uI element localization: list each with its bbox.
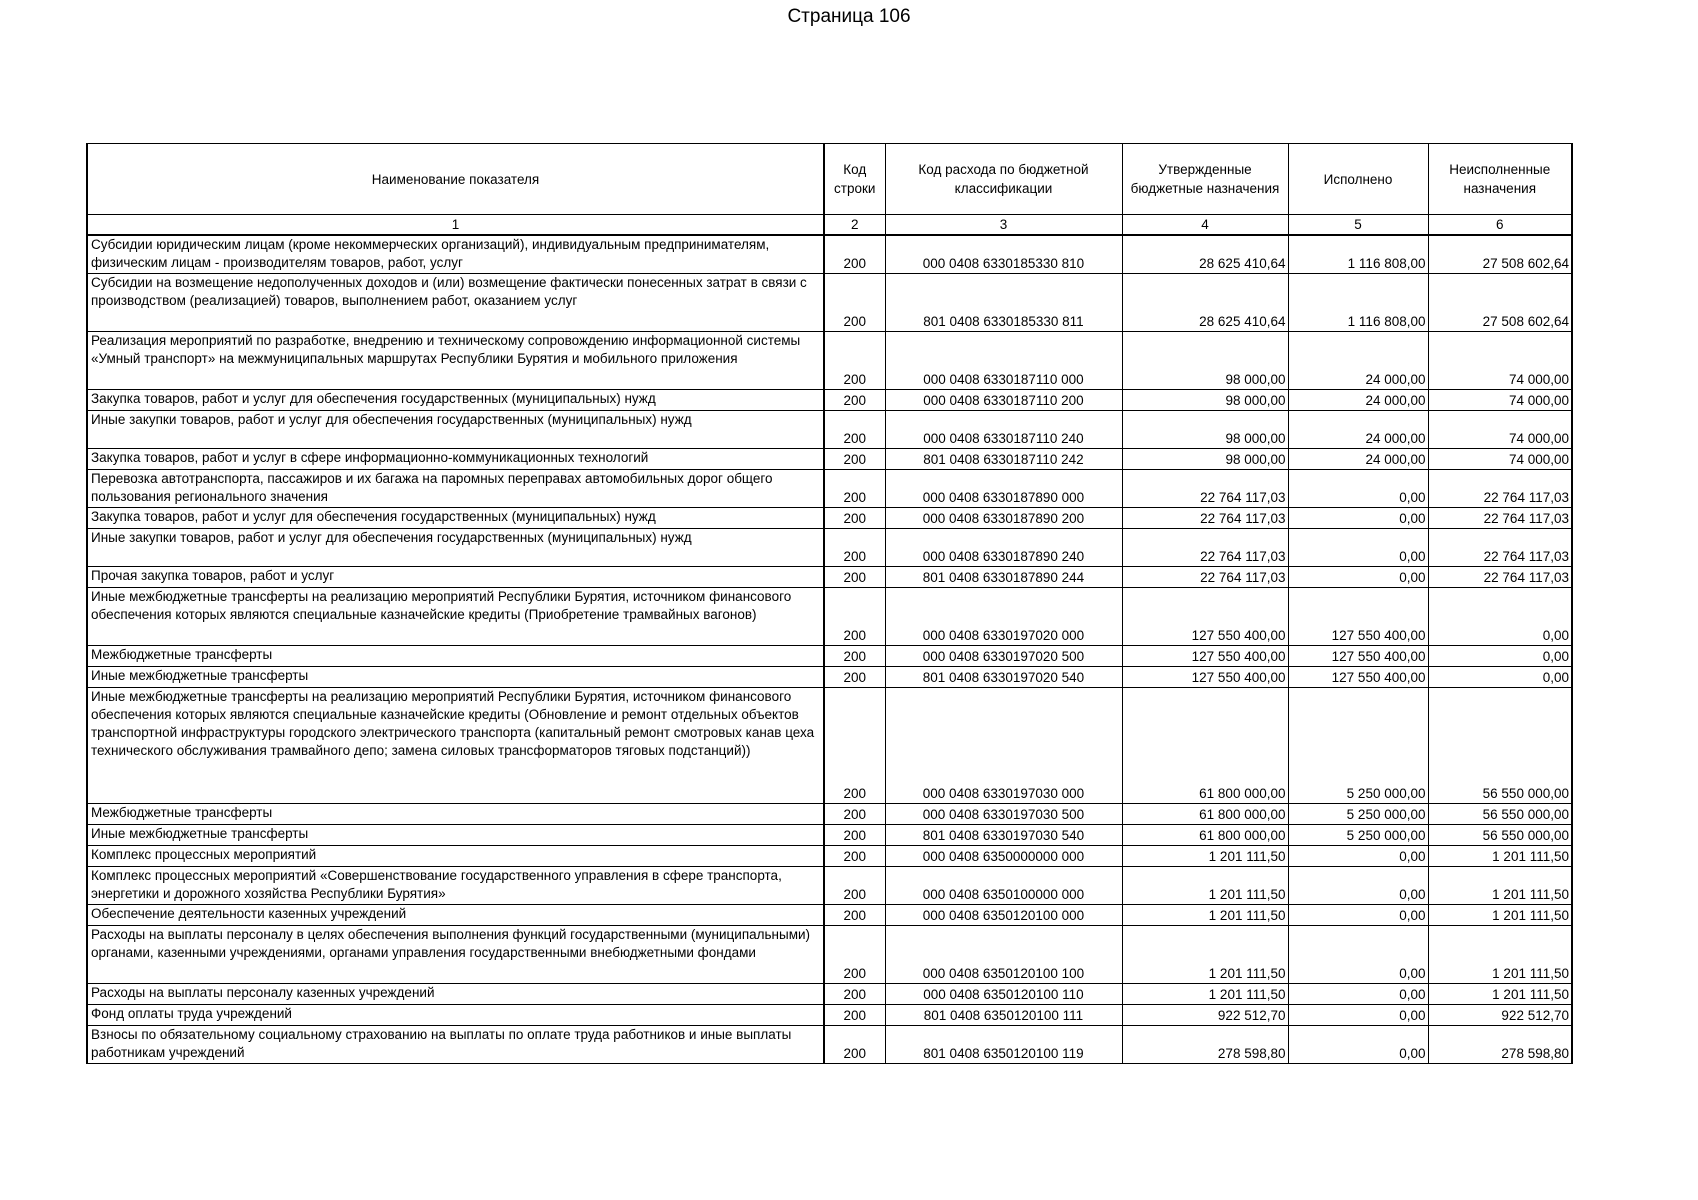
- column-number-row: [87, 215, 1572, 236]
- column-number: 3: [885, 215, 1122, 236]
- row-executed: 0,00: [1288, 507, 1428, 528]
- row-line-code: 200: [824, 1025, 885, 1063]
- row-executed: 5 250 000,00: [1288, 824, 1428, 845]
- column-number: 5: [1288, 215, 1428, 236]
- row-executed: 0,00: [1288, 1025, 1428, 1063]
- table-row: [87, 507, 1572, 528]
- row-budget-code: 000 0408 6350000000 000: [885, 845, 1122, 866]
- table-row: [87, 666, 1572, 687]
- row-budget-code: 000 0408 6330187890 000: [885, 469, 1122, 507]
- row-budget-code: 000 0408 6330197020 000: [885, 587, 1122, 645]
- row-name: Межбюджетные трансферты: [87, 803, 824, 824]
- row-unexecuted: 27 508 602,64: [1428, 273, 1572, 331]
- row-executed: 0,00: [1288, 925, 1428, 983]
- header-budget-code: Код расхода по бюджетной классификации: [885, 144, 1122, 215]
- row-name: Иные межбюджетные трансферты на реализацию мероприятий Республики Бурятия, источником финансового обеспечения которых являются специальные казначейские кредиты (Обновление и ремонт отдельных объектов транспортной инфраструктуры городского электрического транспорта (капитальный ремонт смотровых канав цеха технического обслуживания трамвайного депо; замена силовых трансформаторов тяговых подстанций)): [87, 687, 824, 803]
- row-unexecuted: 1 201 111,50: [1428, 866, 1572, 904]
- row-budget-code: 000 0408 6330197030 000: [885, 687, 1122, 803]
- row-name: Расходы на выплаты персоналу в целях обеспечения выполнения функций государственными (муниципальными) органами, казенными учреждениями, органами управления государственными внебюджетными фондами: [87, 925, 824, 983]
- row-line-code: 200: [824, 824, 885, 845]
- table-row: [87, 448, 1572, 469]
- row-budget-code: 000 0408 6330187110 200: [885, 389, 1122, 410]
- row-name: Межбюджетные трансферты: [87, 645, 824, 666]
- row-executed: 5 250 000,00: [1288, 803, 1428, 824]
- row-unexecuted: 56 550 000,00: [1428, 687, 1572, 803]
- row-budget-code: 801 0408 6350120100 119: [885, 1025, 1122, 1063]
- row-line-code: 200: [824, 528, 885, 566]
- row-unexecuted: 0,00: [1428, 666, 1572, 687]
- row-approved: 22 764 117,03: [1122, 507, 1288, 528]
- row-approved: 278 598,80: [1122, 1025, 1288, 1063]
- row-line-code: 200: [824, 410, 885, 448]
- row-line-code: 200: [824, 645, 885, 666]
- table-row: [87, 528, 1572, 566]
- row-executed: 0,00: [1288, 528, 1428, 566]
- table-row: [87, 331, 1572, 389]
- row-unexecuted: 56 550 000,00: [1428, 824, 1572, 845]
- table-row: [87, 925, 1572, 983]
- row-name: Закупка товаров, работ и услуг для обеспечения государственных (муниципальных) нужд: [87, 507, 824, 528]
- table-row: [87, 389, 1572, 410]
- header-approved: Утвержденные бюджетные назначения: [1122, 144, 1288, 215]
- row-budget-code: 801 0408 6330197030 540: [885, 824, 1122, 845]
- row-executed: 0,00: [1288, 469, 1428, 507]
- row-budget-code: 000 0408 6350120100 110: [885, 983, 1122, 1004]
- row-budget-code: 801 0408 6330187890 244: [885, 566, 1122, 587]
- row-executed: 5 250 000,00: [1288, 687, 1428, 803]
- row-line-code: 200: [824, 507, 885, 528]
- row-unexecuted: 56 550 000,00: [1428, 803, 1572, 824]
- row-approved: 98 000,00: [1122, 448, 1288, 469]
- row-executed: 24 000,00: [1288, 331, 1428, 389]
- page-title: Страница 106: [787, 6, 911, 27]
- table-row: [87, 687, 1572, 803]
- row-name: Перевозка автотранспорта, пассажиров и их багажа на паромных переправах автомобильных дорог общего пользования регионального значения: [87, 469, 824, 507]
- row-approved: 98 000,00: [1122, 410, 1288, 448]
- row-unexecuted: 74 000,00: [1428, 448, 1572, 469]
- row-line-code: 200: [824, 666, 885, 687]
- row-budget-code: 000 0408 6330187110 000: [885, 331, 1122, 389]
- row-approved: 61 800 000,00: [1122, 687, 1288, 803]
- row-executed: 0,00: [1288, 1004, 1428, 1025]
- row-unexecuted: 74 000,00: [1428, 389, 1572, 410]
- row-unexecuted: 278 598,80: [1428, 1025, 1572, 1063]
- table-row: [87, 1025, 1572, 1063]
- row-line-code: 200: [824, 983, 885, 1004]
- row-unexecuted: 0,00: [1428, 587, 1572, 645]
- row-executed: 24 000,00: [1288, 448, 1428, 469]
- row-name: Фонд оплаты труда учреждений: [87, 1004, 824, 1025]
- row-unexecuted: 27 508 602,64: [1428, 235, 1572, 273]
- row-budget-code: 000 0408 6330185330 810: [885, 235, 1122, 273]
- table-row: [87, 273, 1572, 331]
- row-budget-code: 000 0408 6330197030 500: [885, 803, 1122, 824]
- row-budget-code: 000 0408 6330187890 240: [885, 528, 1122, 566]
- row-name: Взносы по обязательному социальному страхованию на выплаты по оплате труда работников и иные выплаты работникам учреждений: [87, 1025, 824, 1063]
- row-executed: 0,00: [1288, 904, 1428, 925]
- header-line-code: Код строки: [824, 144, 885, 215]
- row-approved: 922 512,70: [1122, 1004, 1288, 1025]
- row-name: Иные межбюджетные трансферты: [87, 824, 824, 845]
- row-executed: 0,00: [1288, 983, 1428, 1004]
- table-body: [87, 235, 1572, 1063]
- column-number: 6: [1428, 215, 1572, 236]
- row-line-code: 200: [824, 389, 885, 410]
- row-executed: 127 550 400,00: [1288, 645, 1428, 666]
- row-unexecuted: 22 764 117,03: [1428, 469, 1572, 507]
- row-name: Закупка товаров, работ и услуг в сфере информационно-коммуникационных технологий: [87, 448, 824, 469]
- row-line-code: 200: [824, 845, 885, 866]
- row-approved: 22 764 117,03: [1122, 469, 1288, 507]
- row-approved: 61 800 000,00: [1122, 824, 1288, 845]
- row-name: Иные межбюджетные трансферты: [87, 666, 824, 687]
- table-row: [87, 983, 1572, 1004]
- row-name: Субсидии на возмещение недополученных доходов и (или) возмещение фактически понесенных затрат в связи с производством (реализацией) товаров, выполнением работ, оказанием услуг: [87, 273, 824, 331]
- table-row: [87, 645, 1572, 666]
- row-approved: 1 201 111,50: [1122, 866, 1288, 904]
- row-line-code: 200: [824, 469, 885, 507]
- row-budget-code: 000 0408 6330187110 240: [885, 410, 1122, 448]
- row-name: Иные закупки товаров, работ и услуг для обеспечения государственных (муниципальных) нужд: [87, 528, 824, 566]
- row-executed: 0,00: [1288, 845, 1428, 866]
- row-executed: 0,00: [1288, 866, 1428, 904]
- table-row: [87, 904, 1572, 925]
- header-row: [87, 144, 1572, 215]
- row-budget-code: 801 0408 6330197020 540: [885, 666, 1122, 687]
- table-row: [87, 410, 1572, 448]
- header-executed: Исполнено: [1288, 144, 1428, 215]
- table-row: [87, 587, 1572, 645]
- row-name: Иные закупки товаров, работ и услуг для обеспечения государственных (муниципальных) нужд: [87, 410, 824, 448]
- row-budget-code: 000 0408 6350100000 000: [885, 866, 1122, 904]
- row-line-code: 200: [824, 331, 885, 389]
- row-budget-code: 801 0408 6350120100 111: [885, 1004, 1122, 1025]
- column-number: 2: [824, 215, 885, 236]
- row-unexecuted: 22 764 117,03: [1428, 507, 1572, 528]
- row-approved: 1 201 111,50: [1122, 925, 1288, 983]
- row-approved: 127 550 400,00: [1122, 587, 1288, 645]
- row-approved: 1 201 111,50: [1122, 845, 1288, 866]
- row-line-code: 200: [824, 273, 885, 331]
- row-line-code: 200: [824, 235, 885, 273]
- row-budget-code: 801 0408 6330187110 242: [885, 448, 1122, 469]
- table-row: [87, 235, 1572, 273]
- row-unexecuted: 22 764 117,03: [1428, 566, 1572, 587]
- row-approved: 28 625 410,64: [1122, 235, 1288, 273]
- row-name: Комплекс процессных мероприятий «Совершенствование государственного управления в сфере транспорта, энергетики и дорожного хозяйства Республики Бурятия»: [87, 866, 824, 904]
- row-approved: 127 550 400,00: [1122, 645, 1288, 666]
- column-number: 1: [87, 215, 824, 236]
- row-budget-code: 000 0408 6330197020 500: [885, 645, 1122, 666]
- row-name: Реализация мероприятий по разработке, внедрению и техническому сопровождению информационной системы «Умный транспорт» на межмуниципальных маршрутах Республики Бурятия и мобильного приложения: [87, 331, 824, 389]
- row-budget-code: 000 0408 6350120100 000: [885, 904, 1122, 925]
- header-indicator-name: Наименование показателя: [87, 144, 824, 215]
- row-approved: 28 625 410,64: [1122, 273, 1288, 331]
- row-executed: 24 000,00: [1288, 410, 1428, 448]
- budget-report-table: [86, 143, 1573, 1064]
- row-name: Обеспечение деятельности казенных учреждений: [87, 904, 824, 925]
- row-unexecuted: 74 000,00: [1428, 331, 1572, 389]
- row-unexecuted: 1 201 111,50: [1428, 925, 1572, 983]
- row-approved: 61 800 000,00: [1122, 803, 1288, 824]
- row-line-code: 200: [824, 448, 885, 469]
- row-unexecuted: 922 512,70: [1428, 1004, 1572, 1025]
- row-line-code: 200: [824, 1004, 885, 1025]
- row-executed: 0,00: [1288, 566, 1428, 587]
- table-row: [87, 469, 1572, 507]
- row-budget-code: 000 0408 6350120100 100: [885, 925, 1122, 983]
- table-row: [87, 566, 1572, 587]
- row-line-code: 200: [824, 566, 885, 587]
- row-executed: 24 000,00: [1288, 389, 1428, 410]
- row-executed: 1 116 808,00: [1288, 235, 1428, 273]
- table-row: [87, 1004, 1572, 1025]
- row-executed: 1 116 808,00: [1288, 273, 1428, 331]
- row-name: Субсидии юридическим лицам (кроме некоммерческих организаций), индивидуальным предпринимателям, физическим лицам - производителям товаров, работ, услуг: [87, 235, 824, 273]
- row-executed: 127 550 400,00: [1288, 666, 1428, 687]
- row-budget-code: 801 0408 6330185330 811: [885, 273, 1122, 331]
- table-row: [87, 824, 1572, 845]
- row-unexecuted: 1 201 111,50: [1428, 845, 1572, 866]
- row-unexecuted: 22 764 117,03: [1428, 528, 1572, 566]
- table-row: [87, 866, 1572, 904]
- row-unexecuted: 74 000,00: [1428, 410, 1572, 448]
- row-executed: 127 550 400,00: [1288, 587, 1428, 645]
- row-line-code: 200: [824, 803, 885, 824]
- row-unexecuted: 1 201 111,50: [1428, 983, 1572, 1004]
- row-approved: 98 000,00: [1122, 389, 1288, 410]
- row-approved: 98 000,00: [1122, 331, 1288, 389]
- table-row: [87, 845, 1572, 866]
- row-line-code: 200: [824, 866, 885, 904]
- row-line-code: 200: [824, 587, 885, 645]
- row-unexecuted: 1 201 111,50: [1428, 904, 1572, 925]
- table-row: [87, 803, 1572, 824]
- row-name: Прочая закупка товаров, работ и услуг: [87, 566, 824, 587]
- row-budget-code: 000 0408 6330187890 200: [885, 507, 1122, 528]
- row-approved: 127 550 400,00: [1122, 666, 1288, 687]
- row-line-code: 200: [824, 904, 885, 925]
- row-line-code: 200: [824, 925, 885, 983]
- row-approved: 22 764 117,03: [1122, 566, 1288, 587]
- row-name: Комплекс процессных мероприятий: [87, 845, 824, 866]
- row-approved: 1 201 111,50: [1122, 983, 1288, 1004]
- row-unexecuted: 0,00: [1428, 645, 1572, 666]
- row-name: Закупка товаров, работ и услуг для обеспечения государственных (муниципальных) нужд: [87, 389, 824, 410]
- row-approved: 1 201 111,50: [1122, 904, 1288, 925]
- header-unexecuted: Неисполненные назначения: [1428, 144, 1572, 215]
- row-name: Иные межбюджетные трансферты на реализацию мероприятий Республики Бурятия, источником финансового обеспечения которых являются специальные казначейские кредиты (Приобретение трамвайных вагонов): [87, 587, 824, 645]
- row-line-code: 200: [824, 687, 885, 803]
- row-approved: 22 764 117,03: [1122, 528, 1288, 566]
- row-name: Расходы на выплаты персоналу казенных учреждений: [87, 983, 824, 1004]
- column-number: 4: [1122, 215, 1288, 236]
